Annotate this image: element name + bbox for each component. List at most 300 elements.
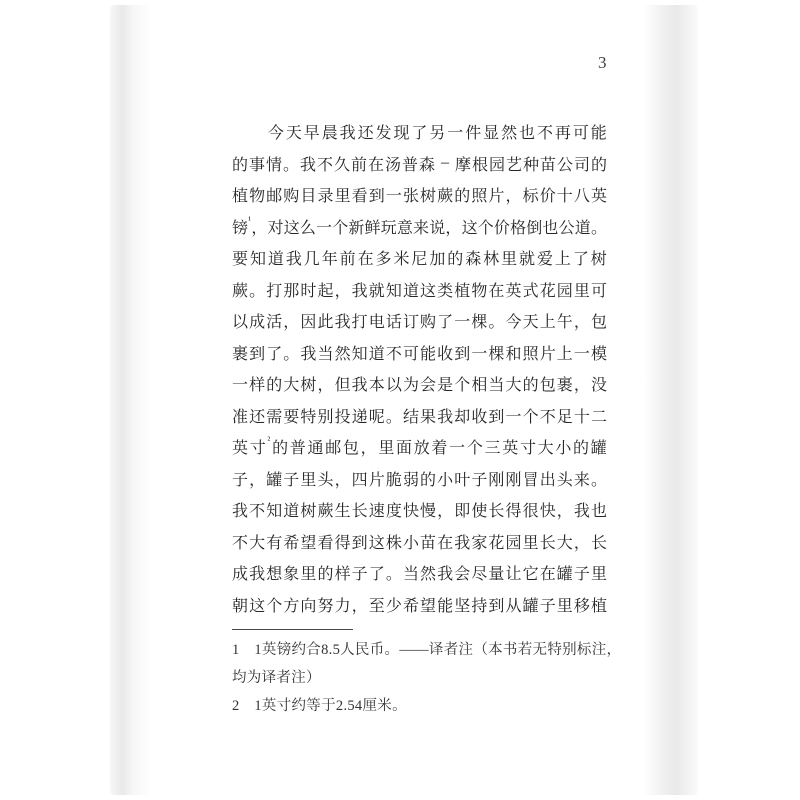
glyph: 英 — [502, 440, 519, 458]
glyph: 长 — [488, 503, 505, 521]
glyph: 里 — [522, 534, 539, 552]
glyph: 片 — [539, 345, 556, 363]
glyph: 此 — [317, 314, 334, 332]
glyph: 森 — [419, 156, 436, 174]
glyph: ， — [360, 440, 377, 458]
glyph: 长 — [351, 503, 368, 521]
glyph: 收 — [471, 408, 488, 426]
glyph: 让 — [505, 566, 522, 584]
glyph: 小 — [437, 471, 454, 489]
glyph: 刚 — [505, 471, 522, 489]
glyph: 的 — [272, 440, 289, 458]
glyph: 会 — [420, 377, 437, 395]
glyph: 这 — [368, 534, 385, 552]
text-column — [232, 116, 622, 720]
glyph: 到 — [249, 345, 266, 363]
glyph: 道 — [402, 282, 419, 300]
glyph: 在 — [368, 156, 385, 174]
glyph: 个 — [466, 440, 483, 458]
glyph: 式 — [522, 282, 539, 300]
glyph: 我 — [437, 566, 454, 584]
glyph: 加 — [429, 251, 446, 269]
glyph: 象 — [283, 566, 300, 584]
glyph: 英 — [590, 188, 607, 206]
footnote-divider — [232, 629, 353, 630]
glyph: 可 — [590, 282, 607, 300]
glyph: 希 — [402, 597, 419, 615]
glyph: 照 — [522, 345, 539, 363]
glyph: 再 — [554, 125, 571, 143]
glyph: 持 — [471, 597, 488, 615]
glyph: 它 — [522, 566, 539, 584]
glyph: 刚 — [488, 471, 505, 489]
glyph: 今 — [505, 314, 522, 332]
glyph: 我 — [339, 125, 356, 143]
glyph: 前 — [339, 251, 356, 269]
glyph: 小 — [555, 440, 572, 458]
glyph: 几 — [303, 251, 320, 269]
glyph: 二 — [590, 408, 607, 426]
glyph: 一 — [505, 408, 522, 426]
glyph: 相 — [471, 377, 488, 395]
glyph: 这 — [283, 219, 300, 237]
glyph: 到 — [368, 188, 385, 206]
glyph: 结 — [402, 408, 419, 426]
glyph: 寸 — [519, 440, 536, 458]
glyph: 不 — [249, 503, 266, 521]
glyph: 新 — [348, 219, 365, 237]
glyph: 物 — [249, 188, 266, 206]
glyph: 本 — [368, 377, 385, 395]
glyph: 打 — [351, 314, 368, 332]
glyph: 因 — [300, 314, 317, 332]
glyph: 里 — [378, 440, 395, 458]
glyph: 使 — [471, 503, 488, 521]
glyph: 一 — [447, 125, 464, 143]
glyph: 里 — [300, 471, 317, 489]
glyph: 尽 — [471, 566, 488, 584]
glyph: 树 — [300, 377, 317, 395]
glyph: 到 — [351, 534, 368, 552]
glyph: 裹 — [556, 377, 573, 395]
glyph: 前 — [351, 156, 368, 174]
glyph: 很 — [522, 503, 539, 521]
glyph: 多 — [375, 251, 392, 269]
glyph: 个 — [332, 219, 349, 237]
glyph: 望 — [300, 534, 317, 552]
glyph: 司 — [573, 156, 590, 174]
glyph: 今 — [267, 125, 284, 143]
glyph: 苗 — [539, 156, 556, 174]
glyph: 购 — [420, 314, 437, 332]
glyph: 成 — [249, 314, 266, 332]
glyph — [232, 120, 248, 143]
glyph: ， — [251, 219, 268, 237]
glyph: 摩 — [454, 156, 471, 174]
glyph: 样 — [334, 566, 351, 584]
glyph: 当 — [488, 377, 505, 395]
glyph: – — [440, 154, 449, 172]
glyph: 能 — [437, 597, 454, 615]
footnote-line: 2 1英寸约等于2.54厘米。 — [232, 698, 407, 714]
paragraph-line — [232, 337, 607, 369]
glyph: 就 — [368, 282, 385, 300]
glyph: 说 — [429, 219, 446, 237]
glyph: ， — [556, 503, 573, 521]
glyph: 投 — [334, 408, 351, 426]
glyph: 年 — [321, 251, 338, 269]
glyph: 也 — [590, 503, 607, 521]
glyph: 寸 — [249, 440, 266, 458]
glyph: ， — [445, 219, 462, 237]
glyph: 到 — [488, 408, 505, 426]
glyph: 不 — [539, 408, 556, 426]
glyph: 发 — [375, 125, 392, 143]
glyph: 普 — [289, 440, 306, 458]
glyph: 看 — [351, 188, 368, 206]
glyph: 电 — [368, 314, 385, 332]
glyph: ， — [334, 282, 351, 300]
glyph: 目 — [300, 188, 317, 206]
glyph: 为 — [402, 377, 419, 395]
glyph: 午 — [556, 314, 573, 332]
glyph: 我 — [300, 345, 317, 363]
glyph: 希 — [283, 534, 300, 552]
glyph: 的 — [573, 440, 590, 458]
glyph: 家 — [471, 534, 488, 552]
glyph: 收 — [437, 345, 454, 363]
glyph: 可 — [572, 125, 589, 143]
glyph: 面 — [396, 440, 413, 458]
glyph: 我 — [437, 408, 454, 426]
glyph: 那 — [283, 282, 300, 300]
glyph: 蕨 — [437, 188, 454, 206]
glyph: 录 — [317, 188, 334, 206]
glyph: 别 — [317, 408, 334, 426]
glyph: 在 — [437, 534, 454, 552]
glyph: 株 — [385, 534, 402, 552]
glyph: ， — [573, 534, 590, 552]
glyph: 罐 — [590, 440, 607, 458]
glyph: 努 — [317, 597, 334, 615]
glyph: 事 — [249, 156, 266, 174]
glyph: 望 — [420, 597, 437, 615]
glyph: 生 — [334, 503, 351, 521]
glyph: 却 — [454, 408, 471, 426]
glyph: 园 — [556, 282, 573, 300]
glyph: 普 — [402, 156, 419, 174]
glyph: 需 — [266, 408, 283, 426]
glyph: 放 — [413, 440, 430, 458]
glyph: ， — [573, 377, 590, 395]
glyph: 植 — [232, 188, 249, 206]
glyph: 罐 — [522, 597, 539, 615]
glyph: 一 — [454, 314, 471, 332]
glyph: 大 — [249, 534, 266, 552]
paragraph-line — [232, 494, 607, 526]
glyph: 显 — [483, 125, 500, 143]
glyph: 公 — [558, 219, 575, 237]
glyph: 购 — [283, 188, 300, 206]
glyph: 着 — [431, 440, 448, 458]
glyph: ， — [351, 597, 368, 615]
paragraph-line — [232, 368, 607, 400]
glyph: 十 — [556, 188, 573, 206]
glyph: 尼 — [411, 251, 428, 269]
glyph: 是 — [437, 377, 454, 395]
glyph: 坚 — [454, 597, 471, 615]
glyph: 不 — [536, 125, 553, 143]
glyph: 向 — [300, 597, 317, 615]
glyph: 样 — [249, 377, 266, 395]
glyph: 大 — [283, 377, 300, 395]
glyph: 没 — [590, 377, 607, 395]
glyph: 。 — [590, 471, 607, 489]
glyph: 。 — [590, 219, 607, 237]
glyph: 就 — [519, 251, 536, 269]
glyph: 力 — [334, 597, 351, 615]
glyph: 在 — [488, 282, 505, 300]
glyph: 标 — [522, 188, 539, 206]
glyph: 片 — [368, 471, 385, 489]
glyph: 也 — [519, 125, 536, 143]
glyph: 可 — [402, 345, 419, 363]
glyph: 脆 — [385, 471, 402, 489]
glyph: 上 — [539, 314, 556, 332]
glyph: 根 — [471, 156, 488, 174]
glyph: 。 — [249, 282, 266, 300]
glyph: 能 — [590, 125, 607, 143]
glyph: 然 — [420, 566, 437, 584]
glyph: 来 — [413, 219, 430, 237]
glyph: 的 — [266, 377, 283, 395]
paragraph-line — [232, 148, 607, 180]
glyph: 也 — [542, 219, 559, 237]
glyph: 件 — [465, 125, 482, 143]
glyph: 个 — [454, 377, 471, 395]
glyph: 张 — [402, 188, 419, 206]
glyph: 意 — [396, 219, 413, 237]
glyph: 订 — [402, 314, 419, 332]
glyph: 以 — [385, 377, 402, 395]
glyph: 蕨 — [317, 503, 334, 521]
glyph: 时 — [300, 282, 317, 300]
glyph: 少 — [385, 597, 402, 615]
glyph: 爱 — [536, 251, 553, 269]
glyph: 得 — [334, 534, 351, 552]
glyph: 苗 — [420, 534, 437, 552]
glyph: 我 — [334, 314, 351, 332]
book-page — [110, 5, 698, 795]
glyph: 想 — [266, 566, 283, 584]
glyph: 即 — [454, 503, 471, 521]
glyph: 包 — [590, 314, 607, 332]
glyph: 英 — [232, 440, 249, 458]
paragraph-line — [232, 463, 607, 495]
glyph: 。 — [283, 345, 300, 363]
glyph: 知 — [266, 503, 283, 521]
glyph: 头 — [317, 471, 334, 489]
glyph: 道 — [574, 219, 591, 237]
glyph: 子 — [351, 566, 368, 584]
glyph: 知 — [249, 251, 266, 269]
glyph: 足 — [556, 408, 573, 426]
glyph: 园 — [488, 156, 505, 174]
glyph: 里 — [556, 597, 573, 615]
glyph: 道 — [267, 251, 284, 269]
glyph: 我 — [454, 534, 471, 552]
paragraph-line — [232, 116, 607, 148]
glyph: 了 — [411, 125, 428, 143]
glyph: 我 — [351, 282, 368, 300]
paragraph-line — [232, 242, 607, 274]
glyph: 知 — [351, 345, 368, 363]
glyph: 的 — [317, 566, 334, 584]
glyph: 子 — [283, 471, 300, 489]
glyph: 现 — [393, 125, 410, 143]
glyph: 特 — [300, 408, 317, 426]
glyph: 。 — [385, 408, 402, 426]
glyph: 里 — [501, 251, 518, 269]
glyph — [436, 154, 440, 172]
glyph: 类 — [437, 282, 454, 300]
glyph: 个 — [477, 219, 494, 237]
glyph: 以 — [232, 314, 249, 332]
glyph: ， — [334, 471, 351, 489]
glyph: 一 — [232, 377, 249, 395]
glyph: 朝 — [232, 597, 249, 615]
glyph: 有 — [266, 534, 283, 552]
glyph: 的 — [447, 251, 464, 269]
glyph: 的 — [590, 156, 607, 174]
glyph: 话 — [385, 314, 402, 332]
glyph — [450, 154, 454, 172]
glyph: 要 — [232, 251, 249, 269]
glyph: 慢 — [420, 503, 437, 521]
glyph: 然 — [334, 345, 351, 363]
glyph: 打 — [266, 282, 283, 300]
glyph: 价 — [539, 188, 556, 206]
glyph: 植 — [454, 282, 471, 300]
footnotes — [232, 636, 622, 720]
glyph: 邮 — [266, 188, 283, 206]
glyph: 来 — [573, 471, 590, 489]
glyph: 花 — [488, 534, 505, 552]
glyph: 大 — [537, 440, 554, 458]
glyph: 里 — [573, 282, 590, 300]
glyph: 至 — [368, 597, 385, 615]
glyph: 大 — [556, 534, 573, 552]
glyph: 。 — [488, 314, 505, 332]
glyph: 道 — [368, 345, 385, 363]
glyph: 公 — [556, 156, 573, 174]
glyph: 玩 — [380, 219, 397, 237]
glyph: 种 — [522, 156, 539, 174]
glyph: 蕨 — [232, 282, 249, 300]
glyph: 的 — [522, 377, 539, 395]
glyph: 不 — [232, 534, 249, 552]
glyph: ， — [317, 377, 334, 395]
glyph: 了 — [266, 345, 283, 363]
glyph: 方 — [283, 597, 300, 615]
paragraph-line — [232, 211, 607, 243]
glyph: 植 — [590, 597, 607, 615]
glyph: 弱 — [402, 471, 419, 489]
glyph: 递 — [351, 408, 368, 426]
glyph: 成 — [232, 566, 249, 584]
glyph: 一 — [573, 345, 590, 363]
glyph: 子 — [471, 471, 488, 489]
body-paragraph — [232, 116, 607, 620]
glyph: 汤 — [385, 156, 402, 174]
glyph — [250, 120, 266, 143]
glyph: 十 — [573, 408, 590, 426]
glyph: 。 — [283, 156, 300, 174]
glyph: 上 — [556, 345, 573, 363]
footnote-line: 1 1英镑约合8.5人民币。——译者注（本书若无特别标注， — [232, 642, 622, 658]
glyph: 另 — [429, 125, 446, 143]
footnote-reference-superscript: ² — [267, 435, 271, 446]
glyph: 格 — [510, 219, 527, 237]
glyph: 邮 — [325, 440, 342, 458]
glyph: 价 — [493, 219, 510, 237]
glyph: 早 — [303, 125, 320, 143]
footnote-line: 均为译者注） — [232, 670, 321, 686]
glyph: 天 — [522, 314, 539, 332]
page-number: 3 — [598, 53, 607, 72]
glyph: 能 — [420, 345, 437, 363]
glyph: 通 — [307, 440, 324, 458]
glyph: 我 — [249, 566, 266, 584]
glyph: 了 — [368, 566, 385, 584]
glyph: 个 — [266, 597, 283, 615]
glyph: 的 — [232, 156, 249, 174]
glyph: 罐 — [556, 566, 573, 584]
paragraph-line — [232, 400, 607, 432]
glyph: 从 — [505, 597, 522, 615]
glyph: 这 — [420, 282, 437, 300]
glyph: 速 — [368, 503, 385, 521]
glyph: ， — [437, 503, 454, 521]
glyph: 。 — [385, 566, 402, 584]
glyph: ， — [573, 314, 590, 332]
glyph: 树 — [590, 251, 607, 269]
glyph: 果 — [420, 408, 437, 426]
glyph: 的 — [454, 188, 471, 206]
glyph: 三 — [484, 440, 501, 458]
glyph: 到 — [488, 597, 505, 615]
glyph: 棵 — [471, 314, 488, 332]
glyph: 要 — [283, 408, 300, 426]
glyph: 天 — [285, 125, 302, 143]
glyph: 到 — [454, 345, 471, 363]
paragraph-line — [232, 305, 607, 337]
glyph: 罐 — [266, 471, 283, 489]
glyph: 一 — [316, 219, 333, 237]
glyph: 和 — [505, 345, 522, 363]
glyph: 树 — [420, 188, 437, 206]
glyph: 米 — [393, 251, 410, 269]
glyph: 包 — [539, 377, 556, 395]
glyph: 不 — [385, 345, 402, 363]
glyph: 头 — [556, 471, 573, 489]
glyph: 树 — [300, 503, 317, 521]
glyph: 子 — [573, 566, 590, 584]
glyph: 得 — [505, 503, 522, 521]
glyph: 小 — [402, 534, 419, 552]
glyph: 了 — [572, 251, 589, 269]
glyph: 会 — [454, 566, 471, 584]
